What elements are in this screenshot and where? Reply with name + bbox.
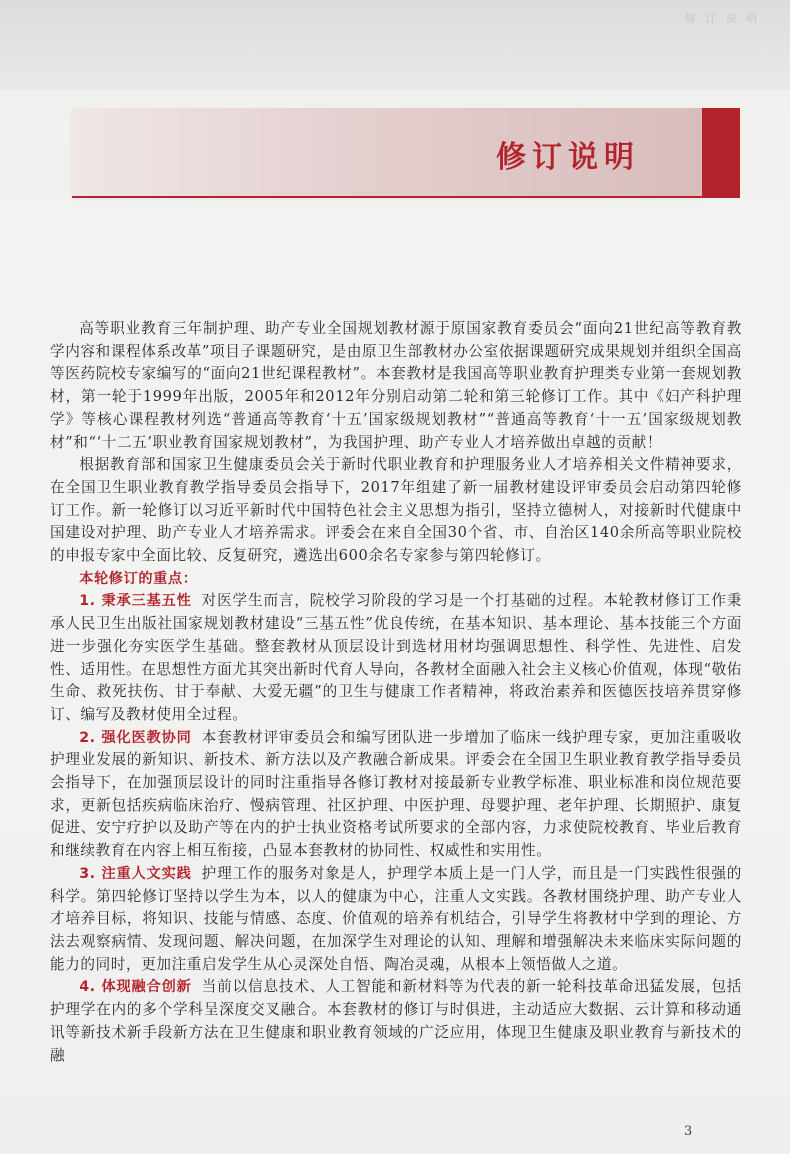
item-title: 3. 注重人文实践 xyxy=(79,865,192,882)
page-number: 3 xyxy=(684,1124,693,1139)
page-title: 修订说明 xyxy=(496,140,640,175)
item-text: 护理工作的服务对象是人，护理学本质上是一门人学，而且是一门实践性很强的科学。第四轮修订坚持以学生为本，以人的健康为中心，注重人文实践。各教材围绕护理、助产专业人才培养目标，将知识、技能与情感、态度、价值观的培养有机结合，引导学生将教材中学到的理论、方法去观察病情、发现问题、解决问题，在加深学生对理论的认知、理解和增强解决未来临床实际问题的能力的同时，更加注重启发学生从心灵深处自悟、陶冶灵魂，从根本上领悟做人之道。 xyxy=(50,864,742,973)
focus-heading-paragraph xyxy=(50,568,742,591)
item-title: 4. 体现融合创新 xyxy=(79,979,192,996)
title-banner xyxy=(72,108,702,196)
title-accent-bar xyxy=(702,108,740,196)
item-title: 2. 强化医教协同 xyxy=(79,729,192,746)
intro-paragraph: 高等职业教育三年制护理、助产专业全国规划教材源于原国家教育委员会“面向21世纪高等教育教学内容和课程体系改革”项目子课题研究，是由原卫生部教材办公室依据课题研究成果规划并组织全国高等医药院校专家编写的“面向21世纪课程教材”。本套教材是我国高等职业教育护理类专业第一套规划教材，第一轮于1999年出版，2005年和2012年分别启动第二轮和第三轮修订工作。其中《妇产科护理学》等核心课程教材列选“普通高等教育‘十五’国家级规划教材”“普通高等教育‘十一五’国家级规划教材”和“‘十二五’职业教育国家规划教材”，为我国护理、助产专业人才培养做出卓越的贡献！ xyxy=(50,320,742,451)
item-text: 对医学生而言，院校学习阶段的学习是一个打基础的过程。本轮教材修订工作秉承人民卫生出版社国家规划教材建设“三基五性”优良传统，在基本知识、基本理论、基本技能三个方面进一步强化夯实医学生基础。整套教材从顶层设计到选材用材均强调思想性、科学性、先进性、启发性、适用性。在思想性方面尤其突出新时代育人导向，各教材全面融入社会主义核心价值观，体现“敬佑生命、救死扶伤、甘于奉献、大爱无疆”的卫生与健康工作者精神，将政治素养和医德医技培养贯穿修订、编写及教材使用全过程。 xyxy=(50,592,742,723)
title-underline xyxy=(72,196,740,198)
focus-item xyxy=(50,863,742,977)
item-title: 1. 秉承三基五性 xyxy=(79,593,192,610)
body-text xyxy=(50,318,742,1067)
focus-item xyxy=(50,976,742,1067)
focus-item xyxy=(50,727,742,863)
running-head: 修 订 说 明 xyxy=(684,12,760,25)
focus-heading: 本轮修订的重点： xyxy=(79,570,198,587)
focus-item xyxy=(50,590,742,726)
second-paragraph: 根据教育部和国家卫生健康委员会关于新时代职业教育和护理服务业人才培养相关文件精神要求，在全国卫生职业教育教学指导委员会指导下，2017年组建了新一届教材建设评审委员会启动第四轮修订工作。新一轮修订以习近平新时代中国特色社会主义思想为指引，坚持立德树人，对接新时代健康中国建设对护理、助产专业人才培养需求。评委会在来自全国30个省、市、自治区140余所高等职业院校的申报专家中全面比较、反复研究，遴选出600余名专家参与第四轮修订。 xyxy=(50,456,742,565)
item-text: 当前以信息技术、人工智能和新材料等为代表的新一轮科技革命迅猛发展，包括护理学在内的多个学科呈深度交叉融合。本套教材的修订与时俱进，主动适应大数据、云计算和移动通讯等新技术新手段新方法在卫生健康和职业教育领域的广泛应用，体现卫生健康及职业教育与新技术的融 xyxy=(50,978,742,1064)
item-text: 本套教材评审委员会和编写团队进一步增加了临床一线护理专家，更加注重吸收护理业发展的新知识、新技术、新方法以及产教融合新成果。评委会在全国卫生职业教育教学指导委员会指导下，在加强顶层设计的同时注重指导各修订教材对接最新专业教学标准、职业标准和岗位规范要求，更新包括疾病临床治疗、慢病管理、社区护理、中医护理、母婴护理、老年护理、长期照护、康复促进、安宁疗护以及助产等在内的护士执业资格考试所要求的全部内容，力求使院校教育、毕业后教育和继续教育在内容上相互衔接，凸显本套教材的协同性、权威性和实用性。 xyxy=(50,728,742,860)
